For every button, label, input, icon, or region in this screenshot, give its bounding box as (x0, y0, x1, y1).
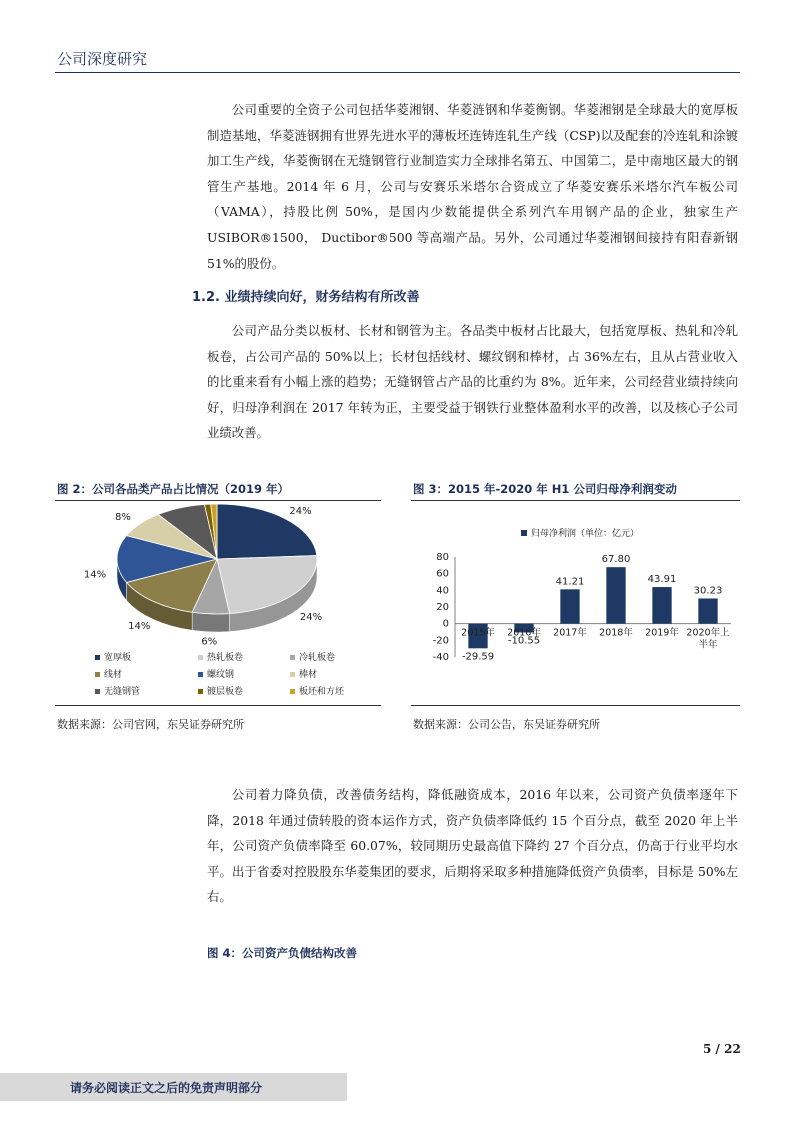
pie-data-label-3: 14% (128, 621, 151, 633)
legend-label: 无缝钢管 (104, 687, 141, 697)
legend-swatch (95, 655, 100, 660)
figure-2-source: 数据来源：公司官网，东吴证券研究所 (57, 718, 244, 731)
figure-3-bottom-rule (411, 705, 740, 706)
bar-legend-swatch (521, 530, 527, 536)
disclaimer-footer: 请务必阅读正文之后的免责声明部分 (70, 1081, 263, 1095)
legend-label: 冷轧板卷 (299, 653, 336, 663)
legend-swatch (198, 689, 203, 694)
legend-swatch (290, 689, 295, 694)
pie-legend-item (95, 667, 122, 680)
bar-2 (560, 589, 579, 623)
figure-3-top-rule (411, 500, 740, 501)
bar-value-label-4: 43.91 (647, 574, 677, 586)
bar-value-label-0: -29.59 (461, 651, 495, 663)
pie-legend-item (290, 667, 317, 680)
bar-value-label-5: 30.23 (693, 585, 723, 597)
figure-2-top-rule (55, 500, 381, 501)
x-tick-label-5: 半年 (698, 639, 718, 651)
pie-data-label-0: 24% (289, 506, 312, 518)
paragraph-subsidiaries: 公司重要的全资子公司包括华菱湘钢、华菱涟钢和华菱衡钢。华菱湘钢是全球最大的宽厚板制造基地，华菱涟钢拥有世界先进水平的薄板坯连铸连轧生产线（CSP)以及配套的冷连轧和涂镀加工生产线，华菱衡钢在无缝钢管行业制造实力全球排名第五、中国第二，是中南地区最大的钢管生产基地。2014 年 6 月，公司与安赛乐米塔尔合资成立了华菱安赛乐米塔尔汽车板公司（VAMA），持股比例 50%，是国内少数能提供全系列汽车用钢产品的企业，独家生产 USIBOR®1500， Ductibor®500 等高端产品。另外，公司通过华菱湘钢间接持有阳春新钢 51%的股份。 (207, 102, 738, 271)
pie-data-label-1: 24% (299, 612, 323, 624)
bar-legend-label: 归母净利润（单位：亿元） (531, 529, 640, 539)
pie-chart (55, 502, 381, 652)
pie-legend-item (198, 650, 243, 663)
section-heading: 1.2. 业绩持续向好，财务结构有所改善 (192, 290, 420, 305)
pie-data-label-6 (164, 502, 180, 504)
figure-2-title: 图 2：公司各品类产品占比情况（2019 年） (57, 482, 290, 496)
figure-4-title: 图 4：公司资产负债结构改善 (207, 946, 358, 960)
x-tick-label-0: 2015年 (461, 627, 495, 639)
legend-swatch (290, 672, 295, 677)
report-header-title: 公司深度研究 (57, 50, 148, 68)
legend-swatch (95, 689, 100, 694)
y-tick-label: 80 (436, 552, 449, 563)
x-tick-label-3: 2018年 (599, 627, 633, 639)
header-divider (55, 72, 740, 73)
legend-label: 板坯和方坯 (299, 687, 345, 697)
y-tick-label: 0 (442, 618, 449, 630)
bar-chart (411, 502, 740, 702)
pie-data-label-5: 8% (115, 512, 131, 524)
pie-data-label-4: 14% (83, 569, 107, 581)
figure-3-source: 数据来源：公司公告，东吴证券研究所 (413, 718, 600, 731)
bar-value-label-1: -10.55 (507, 635, 541, 647)
bar-value-label-2: 41.21 (555, 576, 585, 588)
y-tick-label: -40 (432, 652, 449, 663)
y-tick-label: 60 (436, 568, 449, 580)
pie-data-label-2: 6% (201, 636, 218, 648)
page-number: 5 / 22 (703, 1042, 741, 1056)
y-tick-label: -20 (432, 635, 449, 647)
legend-swatch (198, 655, 203, 660)
legend-swatch (198, 672, 203, 677)
paragraph-products: 公司产品分类以板材、长材和钢管为主。各品类中板材占比最大，包括宽厚板、热轧和冷轧板卷，占公司产品的 50%以上；长材包括线材、螺纹钢和棒材，占 36%左右，且从占营业收入的比重来看有小幅上涨的趋势；无缝钢管占产品的比重约为 8%。近年来，公司经营业绩持续向好，归母净利润在 2017 年转为正，主要受益于钢铁行业整体盈利水平的改善，以及核心子公司业绩改善。 (207, 323, 738, 441)
y-tick-label: 40 (436, 585, 449, 597)
legend-label: 宽厚板 (104, 653, 132, 663)
pie-slice-side-2 (192, 612, 229, 632)
paragraph-debt: 公司着力降负债，改善债务结构，降低融资成本，2016 年以来，公司资产负债率逐年下降，2018 年通过债转股的资本运作方式，资产负债率降低约 15 个百分点，截至 2020 年上半年，公司资产负债率降至 60.07%，较同期历史最高值下降约 27 个百分点，仍高于行业平均水平。出于省委对控股股东华菱集团的要求，后期将采取多种措施降低资产负债率，目标是 50%左右。 (207, 787, 738, 905)
legend-label: 镀层板卷 (207, 687, 244, 697)
pie-legend-item (95, 684, 140, 697)
x-tick-label-5: 2020年上 (686, 627, 730, 639)
x-tick-label-2: 2017年 (553, 627, 587, 639)
pie-legend-item (290, 684, 344, 697)
legend-label: 线材 (104, 670, 123, 680)
x-tick-label-1: 2016年 (507, 627, 541, 639)
figure-2-bottom-rule (55, 705, 381, 706)
pie-legend-item (290, 650, 335, 663)
x-tick-label-4: 2019年 (645, 627, 679, 639)
y-tick-label: 20 (436, 602, 449, 613)
legend-label: 棒材 (299, 670, 318, 680)
bar-value-label-3: 67.80 (601, 554, 631, 566)
figure-3-title: 图 3：2015 年-2020 年 H1 公司归母净利润变动 (413, 482, 677, 496)
pie-legend-item (198, 667, 234, 680)
pie-legend-item (95, 650, 131, 663)
legend-swatch (290, 655, 295, 660)
legend-label: 螺纹钢 (207, 670, 235, 680)
bar-5 (698, 598, 717, 623)
pie-legend-item (198, 684, 243, 697)
legend-label: 热轧板卷 (207, 653, 244, 663)
legend-swatch (95, 672, 100, 677)
bar-3 (606, 567, 625, 624)
bar-4 (652, 587, 671, 624)
